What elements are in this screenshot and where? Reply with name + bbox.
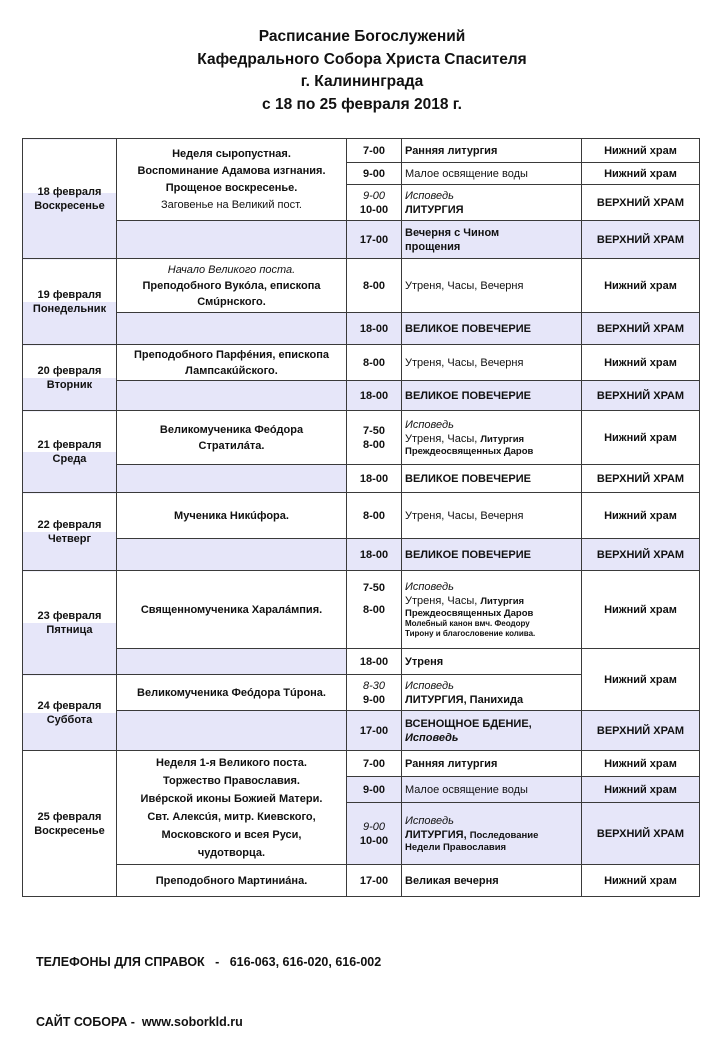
table-row (23, 711, 700, 751)
day-weekday: Вторник (46, 378, 93, 391)
feast-description: Неделя 1-я Великого поста. Торжество Православия. Ивéрской иконы Божией Матери. Свт. Алексúя, митр. Киевского, Московского и всея Руси, чудотворца. (117, 751, 347, 865)
feast-description: Преподобного Мартиниáна. (117, 865, 347, 897)
day-date: 25 февраля (37, 810, 102, 823)
title-line-2: Кафедрального Собора Христа Спасителя (197, 50, 527, 68)
day-cell (23, 675, 117, 751)
service-name: Исповедь ЛИТУРГИЯ (402, 185, 582, 221)
day-weekday: Пятница (46, 623, 93, 636)
feast-description: Священномученика Харалáмпия. (117, 571, 347, 649)
table-row (23, 865, 700, 897)
service-time: 8-00 (347, 345, 402, 381)
service-place: ВЕРХНИЙ ХРАМ (582, 803, 700, 865)
service-time: 18-00 (347, 313, 402, 345)
service-place: ВЕРХНИЙ ХРАМ (582, 711, 700, 751)
service-name: Исповедь Утреня, Часы, Литургия Преждеосвященных Даров Молебный канон вмч. Феодору Тирону и благословение колива. (402, 571, 582, 649)
service-time: 8-30 9-00 (347, 675, 402, 711)
service-place: ВЕРХНИЙ ХРАМ (582, 313, 700, 345)
schedule-table (22, 138, 700, 897)
table-row (23, 751, 700, 777)
service-time: 17-00 (347, 711, 402, 751)
service-name: Исповедь ЛИТУРГИЯ, Панихида (402, 675, 582, 711)
service-name: Исповедь ЛИТУРГИЯ, Последование Недели Православия (402, 803, 582, 865)
day-cell (23, 139, 117, 259)
service-name: Утреня, Часы, Вечерня (402, 345, 582, 381)
service-time: 18-00 (347, 465, 402, 493)
service-name: ВЕЛИКОЕ ПОВЕЧЕРИЕ (402, 539, 582, 571)
title-line-3: г. Калининграда (300, 73, 424, 90)
service-time: 9-00 10-00 (347, 803, 402, 865)
day-weekday: Четверг (47, 532, 92, 545)
table-row (23, 345, 700, 381)
service-name: Утреня, Часы, Вечерня (402, 259, 582, 313)
service-time: 7-00 (347, 139, 402, 163)
service-name: ВСЕНОЩНОЕ БДЕНИЕ, Исповедь (402, 711, 582, 751)
feast-description (117, 313, 347, 345)
title-line-4: с 18 по 25 февраля 2018 г. (262, 95, 462, 113)
service-place: ВЕРХНИЙ ХРАМ (582, 539, 700, 571)
service-name: ВЕЛИКОЕ ПОВЕЧЕРИЕ (402, 465, 582, 493)
feast-description: Преподобного Парфéния, епископа Лампсакúйского. (117, 345, 347, 381)
service-name: Великая вечерня (402, 865, 582, 897)
service-time: 7-00 (347, 751, 402, 777)
table-row (23, 539, 700, 571)
service-time: 8-00 (347, 259, 402, 313)
service-place: Нижний храм (582, 571, 700, 649)
day-cell (23, 259, 117, 345)
day-date: 21 февраля (37, 438, 102, 451)
service-time: 9-00 10-00 (347, 185, 402, 221)
table-row (23, 139, 700, 163)
service-time: 18-00 (347, 539, 402, 571)
service-name: ВЕЛИКОЕ ПОВЕЧЕРИЕ (402, 381, 582, 411)
service-place: Нижний храм (582, 139, 700, 163)
service-place: Нижний храм (582, 649, 700, 711)
service-place: ВЕРХНИЙ ХРАМ (582, 381, 700, 411)
feast-description (117, 539, 347, 571)
day-date: 20 февраля (37, 364, 102, 377)
service-name: ВЕЛИКОЕ ПОВЕЧЕРИЕ (402, 313, 582, 345)
service-name: Ранняя литургия (402, 751, 582, 777)
phones-line: ТЕЛЕФОНЫ ДЛЯ СПРАВОК - 616-063, 616-020, 616-002 (36, 955, 382, 969)
day-cell (23, 493, 117, 571)
service-place: ВЕРХНИЙ ХРАМ (582, 185, 700, 221)
service-place: Нижний храм (582, 345, 700, 381)
table-row (23, 221, 700, 259)
day-cell (23, 751, 117, 897)
service-name: Вечерня с Чином прощения (402, 221, 582, 259)
service-name: Ранняя литургия (402, 139, 582, 163)
table-row (23, 493, 700, 539)
service-time: 18-00 (347, 381, 402, 411)
day-weekday: Понедельник (32, 302, 107, 315)
service-place: Нижний храм (582, 777, 700, 803)
table-row (23, 259, 700, 313)
service-time: 7-50 8-00 (347, 571, 402, 649)
service-time: 17-00 (347, 221, 402, 259)
service-place: Нижний храм (582, 259, 700, 313)
service-place: Нижний храм (582, 493, 700, 539)
table-row (23, 381, 700, 411)
feast-description: Мученика Никúфора. (117, 493, 347, 539)
feast-description: Великомученика Феóдора Стратилáта. (117, 411, 347, 465)
feast-description: Неделя сыропустная. Воспоминание Адамова изгнания. Прощеное воскресенье. Заговенье на Великий пост. (117, 139, 347, 221)
day-date: 22 февраля (37, 518, 102, 531)
service-time: 7-50 8-00 (347, 411, 402, 465)
service-time: 17-00 (347, 865, 402, 897)
contact-footer (36, 912, 381, 1052)
table-row (23, 465, 700, 493)
service-time: 8-00 (347, 493, 402, 539)
day-date: 24 февраля (37, 699, 102, 712)
service-place: Нижний храм (582, 411, 700, 465)
day-cell (23, 411, 117, 493)
service-name: Малое освящение воды (402, 777, 582, 803)
day-weekday: Воскресенье (34, 824, 105, 837)
day-date: 23 февраля (37, 609, 102, 622)
day-weekday: Суббота (46, 713, 93, 726)
service-name: Утреня (402, 649, 582, 675)
service-place: ВЕРХНИЙ ХРАМ (582, 221, 700, 259)
feast-description (117, 711, 347, 751)
service-place: Нижний храм (582, 751, 700, 777)
page-title (0, 26, 724, 116)
feast-description: Великомученика Феóдора Тúрона. (117, 675, 347, 711)
service-name: Утреня, Часы, Вечерня (402, 493, 582, 539)
day-weekday: Среда (52, 452, 87, 465)
title-line-1: Расписание Богослужений (258, 28, 466, 45)
service-time: 18-00 (347, 649, 402, 675)
day-weekday: Воскресенье (34, 199, 105, 212)
day-cell (23, 571, 117, 675)
service-name: Малое освящение воды (402, 163, 582, 185)
service-place: Нижний храм (582, 865, 700, 897)
service-time: 9-00 (347, 163, 402, 185)
service-place: Нижний храм (582, 163, 700, 185)
feast-description (117, 465, 347, 493)
feast-description (117, 221, 347, 259)
feast-description (117, 649, 347, 675)
table-row (23, 313, 700, 345)
day-cell (23, 345, 117, 411)
feast-description: Начало Великого поста. Преподобного Вукóла, епископа Смúрнского. (117, 259, 347, 313)
day-date: 18 февраля (37, 185, 102, 198)
day-date: 19 февраля (37, 288, 102, 301)
table-row (23, 411, 700, 465)
service-name: Исповедь Утреня, Часы, Литургия Преждеосвященных Даров (402, 411, 582, 465)
table-row (23, 571, 700, 649)
table-row (23, 649, 700, 675)
site-line[interactable]: САЙТ СОБОРА - www.soborkld.ru (36, 1015, 243, 1029)
service-time: 9-00 (347, 777, 402, 803)
service-place: ВЕРХНИЙ ХРАМ (582, 465, 700, 493)
feast-description (117, 381, 347, 411)
